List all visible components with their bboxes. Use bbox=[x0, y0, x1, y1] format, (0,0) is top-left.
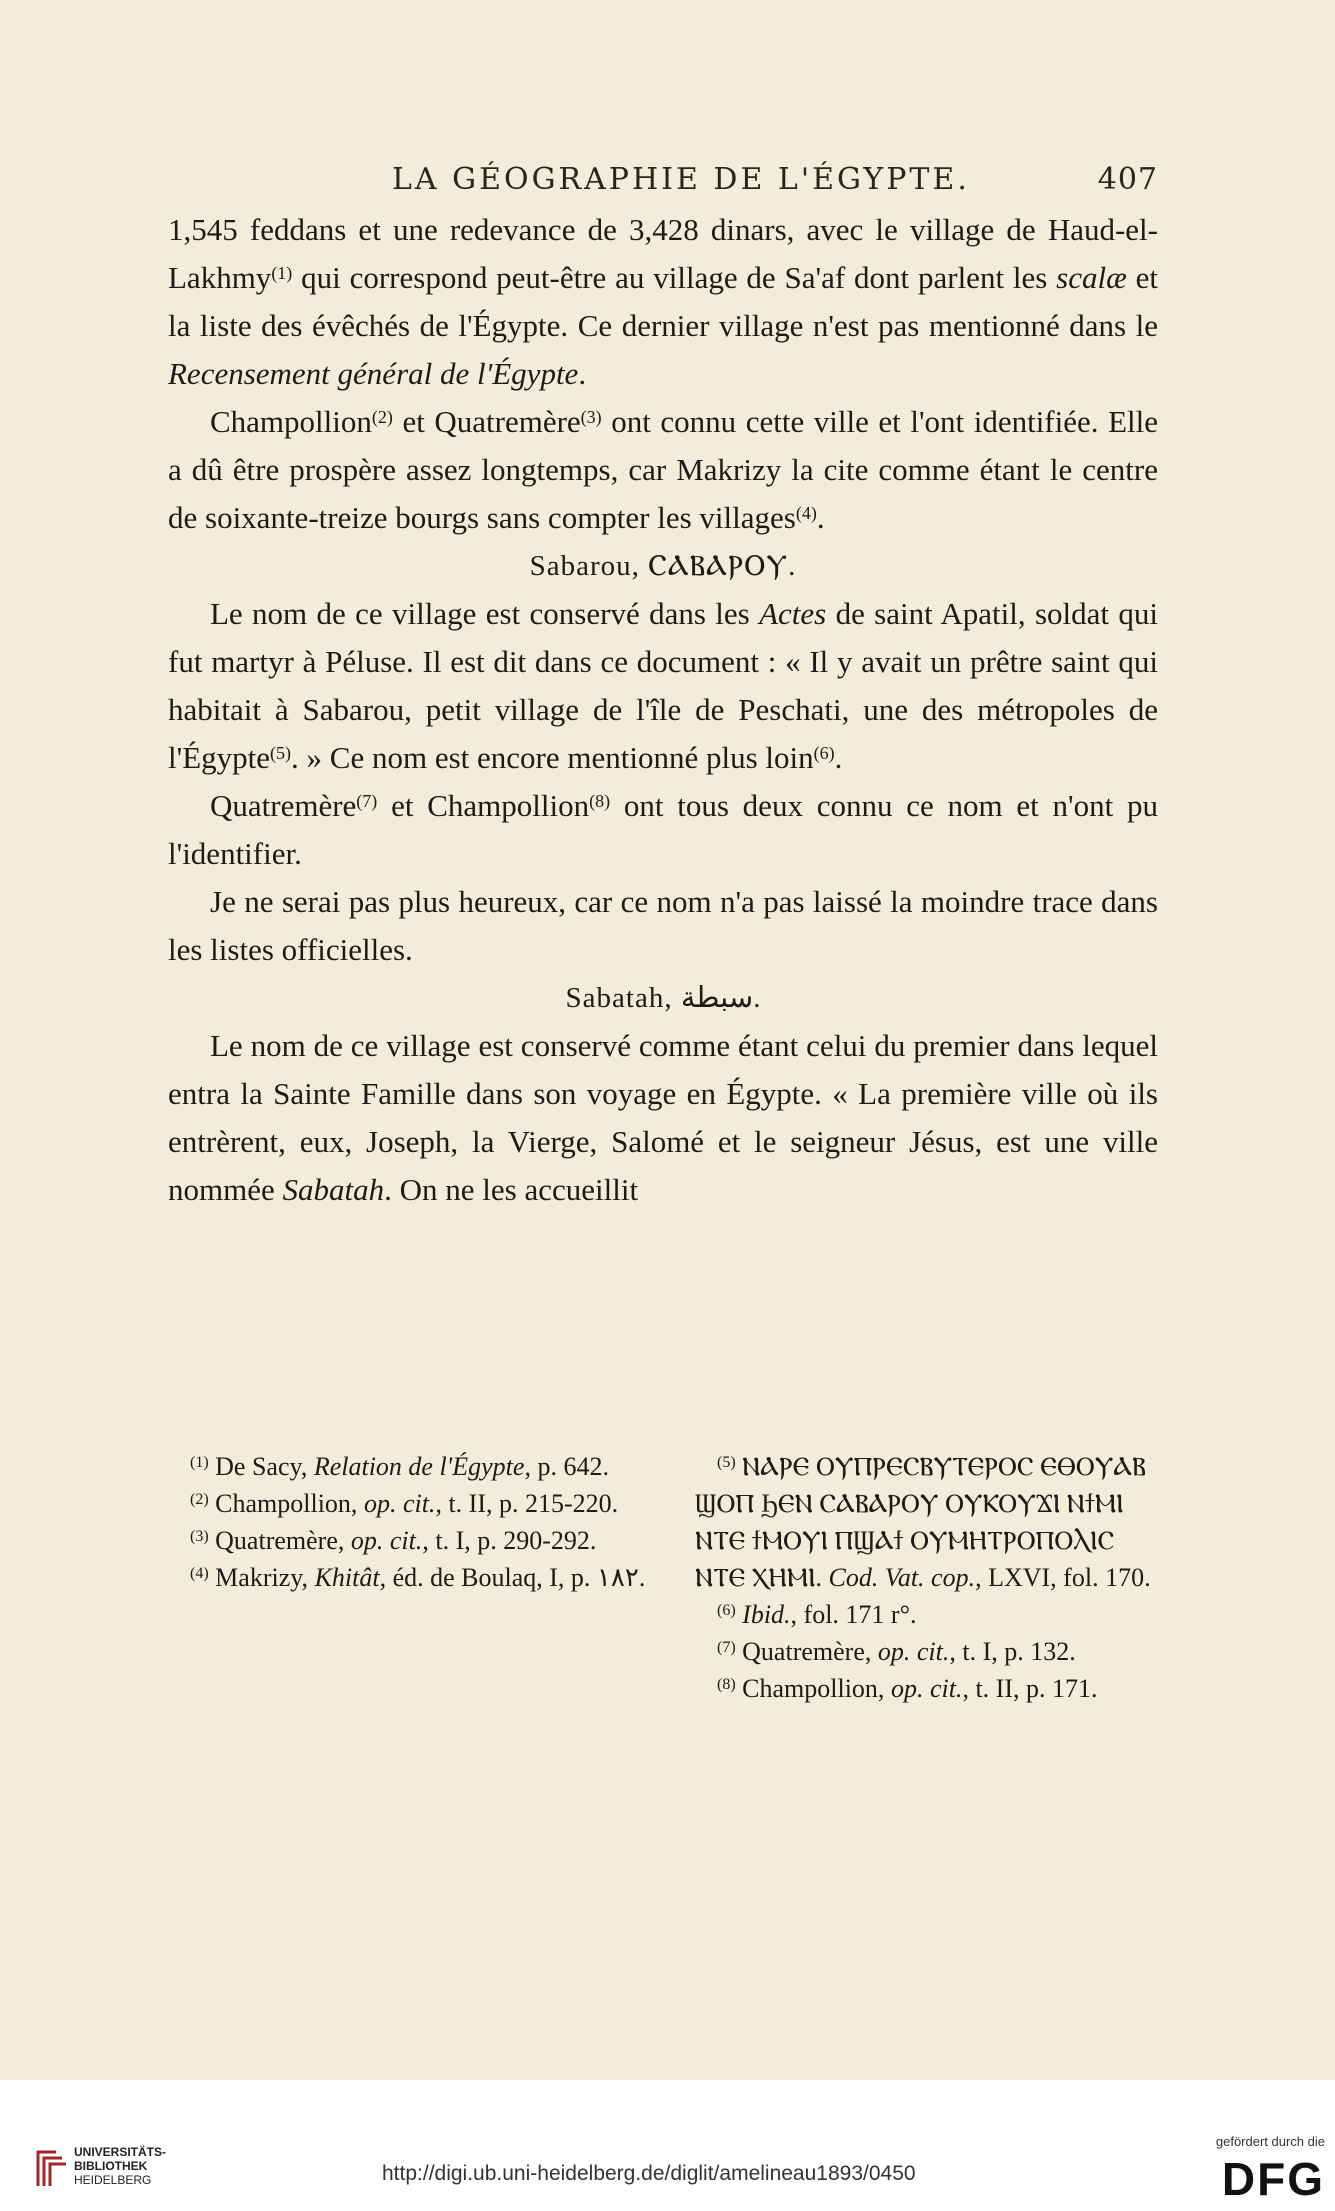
footnote: $^{(3)}$ Quatremère, op. cit., t. I, p. 290-292. bbox=[190, 1526, 597, 1555]
footnote: $^{(8)}$ Champollion, op. cit., t. II, p. 171. bbox=[717, 1674, 1098, 1703]
footnote-ref[interactable]: (6) bbox=[813, 743, 835, 763]
footnote: $^{(7)}$ Quatremère, op. cit., t. I, p. 132. bbox=[717, 1637, 1076, 1666]
dfg-logo: DFG bbox=[1221, 2153, 1325, 2205]
paragraph: Champollion$^{(2)}$ et Quatremère$^{(3)}$ ont connu cette ville et l'ont identifiée. Elle a dû être prospère assez longtemps, car Makrizy la cite comme étant le centre de soixante-treize bourgs sans compter les villages$^{(4)}$. bbox=[168, 404, 1158, 535]
footnote-ref[interactable]: (2) bbox=[371, 407, 393, 427]
footnote: $^{(2)}$ Champollion, op. cit., t. II, p. 215-220. bbox=[190, 1489, 619, 1518]
footnote: $^{(1)}$ De Sacy, Relation de l'Égypte, p. 642. bbox=[190, 1452, 609, 1481]
paragraph: Le nom de ce village est conservé comme étant celui du premier dans lequel entra la Sainte Famille dans son voyage en Égypte. « La première ville où ils entrèrent, eux, Joseph, la Vierge, Salomé et le seigneur Jésus, est une ville nommée Sabatah. On ne les accueillit bbox=[168, 1028, 1158, 1207]
footnote: $^{(4)}$ Makrizy, Khitât, éd. de Boulaq, I, p. ١٨٢. bbox=[190, 1563, 646, 1592]
footnote-ref[interactable]: (5) bbox=[270, 743, 292, 763]
footnotes-right-column bbox=[695, 1448, 1158, 1707]
permalink-url[interactable]: http://digi.ub.uni-heidelberg.de/diglit/amelineau1893/0450 bbox=[382, 2162, 916, 2185]
footnote-ref[interactable]: (7) bbox=[356, 791, 378, 811]
footnotes-left-column bbox=[168, 1448, 648, 1596]
dfg-caption: gefördert durch die bbox=[1215, 2134, 1325, 2149]
paragraph: Le nom de ce village est conservé dans les Actes de saint Apatil, soldat qui fut martyr à Péluse. Il est dit dans ce document : « Il y avait un prêtre saint qui habitait à Sabarou, petit village de l'île de Peschati, une des métropoles de l'Égypte$^{(5)}$. » Ce nom est encore mentionné plus loin$^{(6)}$. bbox=[168, 596, 1158, 775]
viewer-footer bbox=[0, 2080, 1335, 2211]
paragraph: 1,545 feddans et une redevance de 3,428 dinars, avec le village de Haud-el-Lakhmy$^{(1)}$ qui correspond peut-être au village de Sa'af dont parlent les scalæ et la liste des évêchés de l'Égypte. Ce dernier village n'est pas mentionné dans le Recensement général de l'Égypte. bbox=[168, 212, 1159, 391]
page-number: 407 bbox=[1097, 162, 1158, 197]
footnote-ref[interactable]: (1) bbox=[271, 263, 293, 283]
section-heading: Sabatah, سبطة. bbox=[565, 982, 761, 1014]
paragraph: Je ne serai pas plus heureux, car ce nom n'a pas laissé la moindre trace dans les listes officielles. bbox=[168, 884, 1158, 967]
footnote-ref[interactable]: (4) bbox=[795, 503, 817, 523]
footnote: $^{(5)}$ ⲚⲀⲢⲈ ⲞⲨⲠⲢⲈⲤⲂⲨⲦⲈⲢⲞⲤ ⲈⲐⲞⲨⲀⲂ ϢⲞⲠ ϦⲈⲚ ⲤⲀⲂⲀⲢⲞⲨ ⲞⲨⲔⲞⲨϪⲒ ⲚϯⲘⲒ ⲚⲦⲈ ϯⲘⲞⲨⲒ ⲠϢⲀϯ ⲞⲨⲘⲎⲦⲢⲞⲠⲞⲖⲒⲤ ⲚⲦⲈ ⲬⲎⲘⲒ. Cod. Vat. cop., LXVI, fol. 170. bbox=[695, 1452, 1151, 1592]
footnote: $^{(6)}$ Ibid., fol. 171 r°. bbox=[717, 1600, 917, 1629]
section-heading: Sabarou, ⲤⲀⲂⲀⲢⲞⲨ. bbox=[529, 550, 797, 582]
paragraph: Quatremère$^{(7)}$ et Champollion$^{(8)}$ ont tous deux connu ce nom et n'ont pu l'identifier. bbox=[168, 788, 1158, 871]
dfg-funding-badge bbox=[1175, 2134, 1325, 2205]
footnote-ref[interactable]: (8) bbox=[589, 791, 611, 811]
footnote-ref[interactable]: (3) bbox=[580, 407, 602, 427]
body-text bbox=[168, 206, 1158, 1214]
running-title: LA GÉOGRAPHIE DE L'ÉGYPTE. bbox=[392, 162, 970, 197]
university-library-name: UNIVERSITÄTS- BIBLIOTHEK HEIDELBERG bbox=[74, 2145, 167, 2187]
university-library-logo-icon bbox=[34, 2146, 68, 2188]
